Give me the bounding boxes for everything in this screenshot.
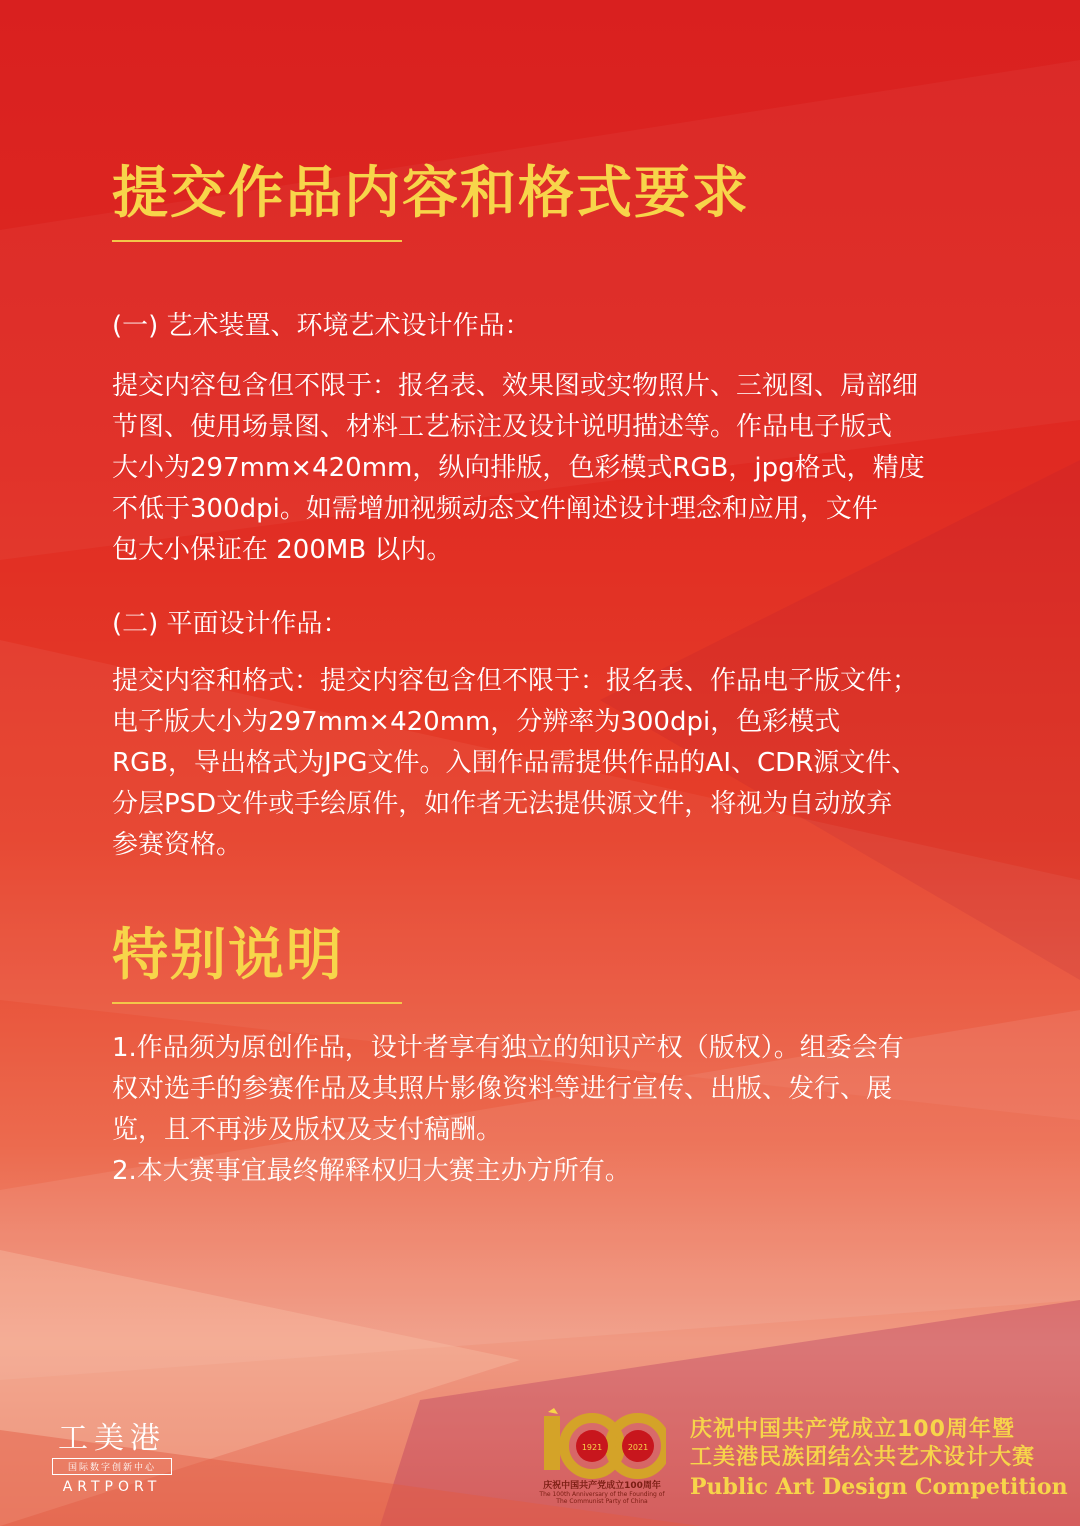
paragraph-graphic: 提交内容和格式：提交内容包含但不限于：报名表、作品电子版文件； 电子版大小为297mm×420mm，分辨率为300dpi，色彩模式 RGB，导出格式为JPG文件。入围作品需提供作品的AI、CDR源文件、 分层PSD文件或手绘原件，如作者无法提供源文件，将视为自动放弃 参赛资格。	[112, 666, 919, 860]
event-title-english: Public Art Design Competition	[690, 1474, 1068, 1500]
event-title-line1: 庆祝中国共产党成立100周年暨	[690, 1417, 1015, 1442]
paragraph-installation: 提交内容包含但不限于：报名表、效果图或实物照片、三视图、局部细 节图、使用场景图、材料工艺标注及设计说明描述等。作品电子版式 大小为297mm×420mm，纵向排版，色彩模式RGB，jpg格式，精度 不低于300dpi。如需增加视频动态文件阐述设计理念和应用，文件 包大小保证在 200MB 以内。	[112, 371, 925, 565]
title-underline	[112, 1002, 402, 1004]
subheading-graphic: (二) 平面设计作品：	[112, 609, 349, 639]
event-title-line2: 工美港民族团结公共艺术设计大赛	[690, 1445, 1036, 1470]
emblem-caption	[532, 1478, 672, 1505]
emblem-caption-cn: 庆祝中国共产党成立100周年	[543, 1481, 661, 1491]
section-title-notes: 特别说明	[112, 923, 344, 988]
logo-sub-text: 国际数字创新中心	[52, 1458, 172, 1475]
subheading-installation: (一) 艺术装置、环境艺术设计作品：	[112, 311, 531, 341]
note-item-2: 2.本大赛事宜最终解释权归大赛主办方所有。	[112, 1156, 631, 1186]
emblem-caption-en1: The 100th Anniversary of the Founding of	[539, 1491, 665, 1498]
logo-english-text: ARTPORT	[62, 1479, 162, 1495]
event-title-block	[690, 1416, 1068, 1502]
emblem-caption-en2: The Communist Party of China	[556, 1498, 648, 1505]
note-item-1: 1.作品须为原创作品，设计者享有独立的知识产权（版权）。组委会有 权对选手的参赛作品及其照片影像资料等进行宣传、出版、发行、展 览，且不再涉及版权及支付稿酬。	[112, 1033, 904, 1145]
title-underline	[112, 240, 402, 242]
emblem-year-left: 1921	[581, 1443, 603, 1452]
artport-logo	[52, 1421, 172, 1495]
logo-main-text: 工美港	[58, 1421, 166, 1456]
section-title-submission: 提交作品内容和格式要求	[112, 161, 750, 226]
emblem-year-right: 2021	[627, 1443, 649, 1452]
